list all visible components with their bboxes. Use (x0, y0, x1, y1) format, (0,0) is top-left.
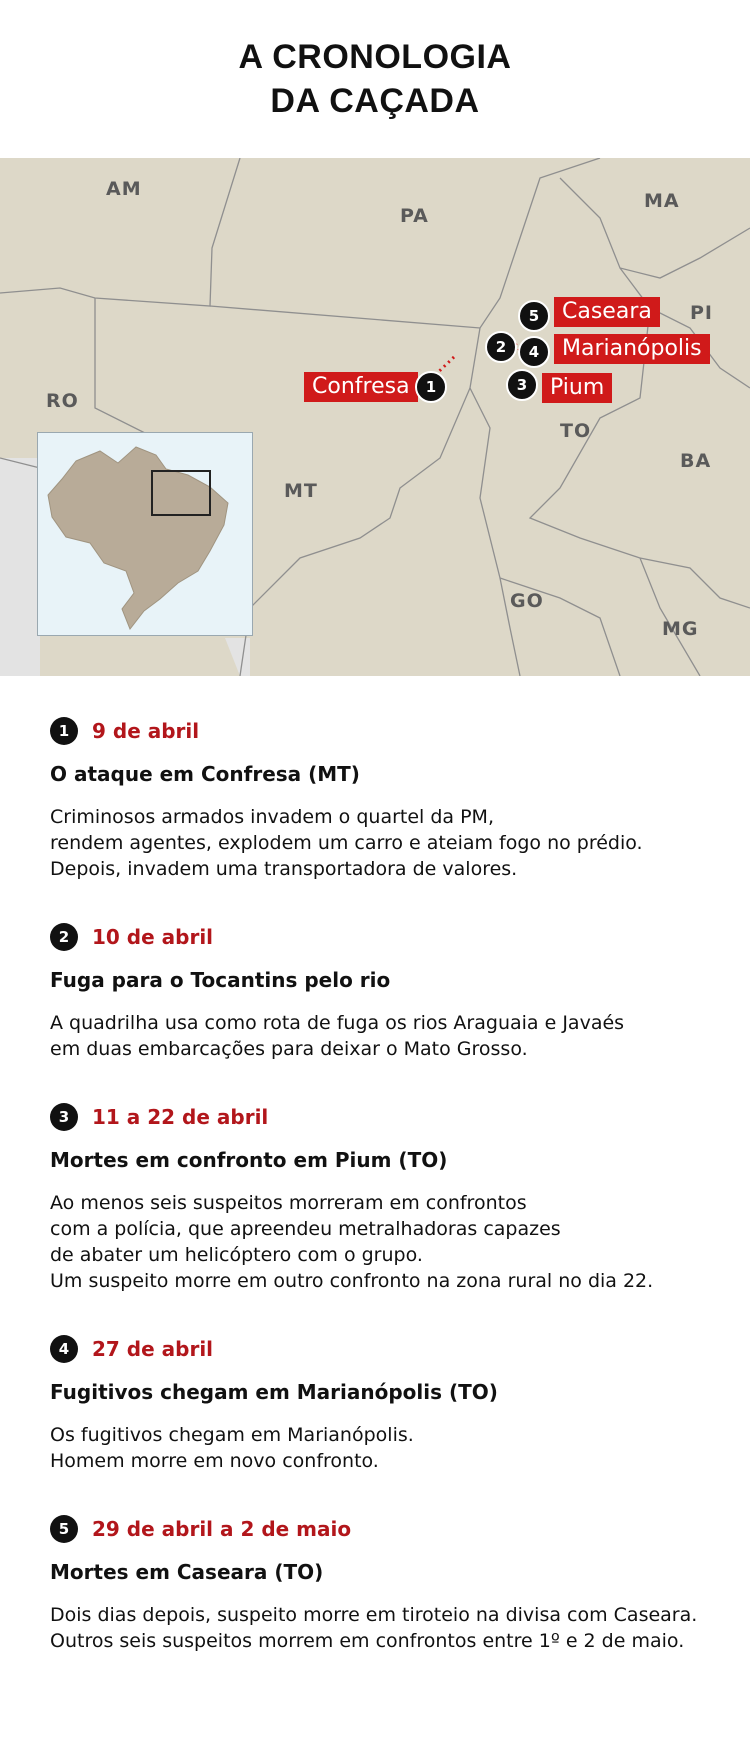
marker-4: 4 (518, 336, 550, 368)
event-title: Mortes em Caseara (TO) (50, 1560, 324, 1584)
event-title: O ataque em Confresa (MT) (50, 762, 360, 786)
event-description (50, 804, 700, 882)
event-desc-line: Um suspeito morre em outro confronto na zona rural no dia 22. (50, 1270, 654, 1292)
brazil-inset-map (37, 432, 253, 636)
event-title: Mortes em confronto em Pium (TO) (50, 1148, 448, 1172)
timeline (0, 676, 750, 1654)
event-header (50, 1512, 700, 1546)
event-desc-line: rendem agentes, explodem um carro e ateiam fogo no prédio. (50, 832, 643, 854)
event-desc-line: A quadrilha usa como rota de fuga os rios Araguaia e Javaés (50, 1012, 625, 1034)
event-desc-line: Ao menos seis suspeitos morreram em confrontos (50, 1192, 527, 1214)
brazil-silhouette (38, 433, 252, 635)
event-number-badge: 4 (50, 1335, 78, 1363)
title-line-1: A CRONOLOGIA (238, 38, 512, 76)
event-date: 9 de abril (92, 719, 200, 743)
map-outside-area-2 (225, 638, 250, 676)
event-desc-line: Homem morre em novo confronto. (50, 1450, 379, 1472)
event-desc-line: Outros seis suspeitos morrem em confrontos entre 1º e 2 de maio. (50, 1630, 685, 1652)
header (0, 0, 750, 158)
event-title: Fuga para o Tocantins pelo rio (50, 968, 391, 992)
page-title (239, 35, 512, 123)
state-label-pi: PI (690, 302, 713, 324)
timeline-event-1 (50, 714, 700, 882)
state-label-mg: MG (662, 618, 699, 640)
state-label-go: GO (510, 590, 544, 612)
state-label-pa: PA (400, 205, 429, 227)
city-label-marianopolis: Marianópolis (554, 334, 710, 364)
marker-5: 5 (518, 300, 550, 332)
event-header (50, 1100, 700, 1134)
marker-1: 1 (415, 371, 447, 403)
timeline-event-2 (50, 920, 700, 1062)
event-desc-line: Criminosos armados invadem o quartel da PM, (50, 806, 494, 828)
event-number-badge: 2 (50, 923, 78, 951)
event-number-badge: 5 (50, 1515, 78, 1543)
event-date: 29 de abril a 2 de maio (92, 1517, 352, 1541)
state-label-am: AM (106, 178, 142, 200)
state-label-ba: BA (680, 450, 712, 472)
city-label-confresa: Confresa (304, 372, 418, 402)
state-label-ro: RO (46, 390, 79, 412)
event-description (50, 1602, 700, 1654)
event-desc-line: com a polícia, que apreendeu metralhadoras capazes (50, 1218, 561, 1240)
event-desc-line: Dois dias depois, suspeito morre em tiroteio na divisa com Caseara. (50, 1604, 698, 1626)
marker-2: 2 (485, 331, 517, 363)
map (0, 158, 750, 676)
event-date: 27 de abril (92, 1337, 214, 1361)
event-desc-line: em duas embarcações para deixar o Mato Grosso. (50, 1038, 528, 1060)
event-title: Fugitivos chegam em Marianópolis (TO) (50, 1380, 498, 1404)
state-label-to: TO (560, 420, 592, 442)
state-label-ma: MA (644, 190, 680, 212)
event-header (50, 1332, 700, 1366)
timeline-event-5 (50, 1512, 700, 1654)
event-number-badge: 3 (50, 1103, 78, 1131)
map-outside-area (0, 458, 40, 676)
event-description (50, 1010, 700, 1062)
event-header (50, 714, 700, 748)
event-desc-line: Os fugitivos chegam em Marianópolis. (50, 1424, 414, 1446)
event-date: 10 de abril (92, 925, 214, 949)
marker-3: 3 (506, 369, 538, 401)
event-number-badge: 1 (50, 717, 78, 745)
event-header (50, 920, 700, 954)
event-date: 11 a 22 de abril (92, 1105, 269, 1129)
timeline-event-4 (50, 1332, 700, 1474)
event-desc-line: Depois, invadem uma transportadora de valores. (50, 858, 518, 880)
title-line-2: DA CAÇADA (270, 82, 480, 120)
timeline-event-3 (50, 1100, 700, 1294)
event-description (50, 1422, 700, 1474)
event-description (50, 1190, 700, 1294)
state-label-mt: MT (284, 480, 318, 502)
city-label-caseara: Caseara (554, 297, 660, 327)
event-desc-line: de abater um helicóptero com o grupo. (50, 1244, 423, 1266)
city-label-pium: Pium (542, 373, 612, 403)
